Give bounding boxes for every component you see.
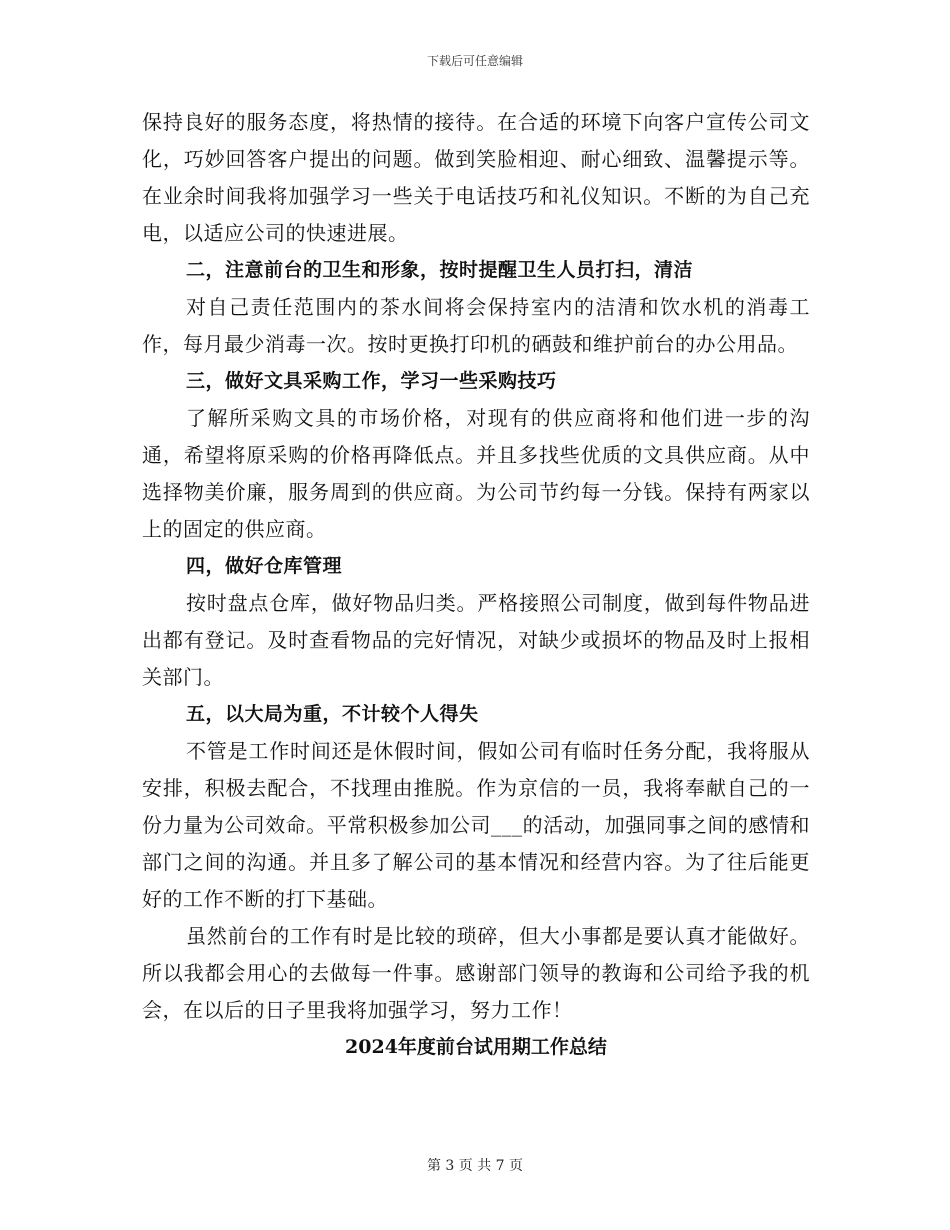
heading-hygiene: 二，注意前台的卫生和形象，按时提醒卫生人员打扫，清洁 (186, 259, 694, 281)
paragraph-warehouse: 按时盘点仓库，做好物品归类。严格接照公司制度，做到每件物品进出都有登记。及时查看物品的完好情况，对缺少或损坏的物品及时上报相关部门。 (142, 591, 810, 689)
heading-warehouse: 四，做好仓库管理 (186, 555, 343, 577)
paragraph-service-attitude: 保持良好的服务态度，将热情的接待。在合适的环境下向客户宣传公司文化，巧妙回答客户提出的问题。做到笑脸相迎、耐心细致、温馨提示等。在业余时间我将加强学习一些关于电话技巧和礼仪知识。不断的为自己充电，以适应公司的快速进展。 (142, 110, 810, 245)
page-header: 下载后可任意编辑 (426, 54, 523, 68)
paragraph-closing: 虽然前台的工作有时是比较的琐碎，但大小事都是要认真才能做好。所以我都会用心的去做每一件事。感谢部门领导的教诲和公司给予我的机会，在以后的日子里我将加强学习，努力工作！ (142, 924, 810, 1022)
paragraph-overall: 不管是工作时间还是休假时间，假如公司有临时任务分配，我将服从安排，积极去配合，不找理由推脱。作为京信的一员，我将奉献自己的一份力量为公司效命。平常积极参加公司___的活动，加强同事之间的感情和部门之间的沟通。并且多了解公司的基本情况和经营内容。为了往后能更好的工作不断的打下基础。 (142, 739, 810, 911)
heading-purchasing: 三，做好文具采购工作，学习一些采购技巧 (186, 370, 557, 392)
document-title: 2024年度前台试用期工作总结 (345, 1036, 607, 1058)
page-footer: 第 3 页 共 7 页 (426, 1158, 524, 1174)
heading-overall: 五，以大局为重，不计较个人得失 (186, 703, 479, 725)
paragraph-purchasing: 了解所采购文具的市场价格，对现有的供应商将和他们进一步的沟通，希望将原采购的价格再降低点。并且多找些优质的文具供应商。从中选择物美价廉，服务周到的供应商。为公司节约每一分钱。保持有两家以上的固定的供应商。 (142, 406, 810, 541)
document-body (142, 104, 810, 1066)
paragraph-hygiene: 对自己责任范围内的茶水间将会保持室内的洁清和饮水机的消毒工作，每月最少消毒一次。按时更换打印机的硒鼓和维护前台的办公用品。 (142, 295, 810, 356)
